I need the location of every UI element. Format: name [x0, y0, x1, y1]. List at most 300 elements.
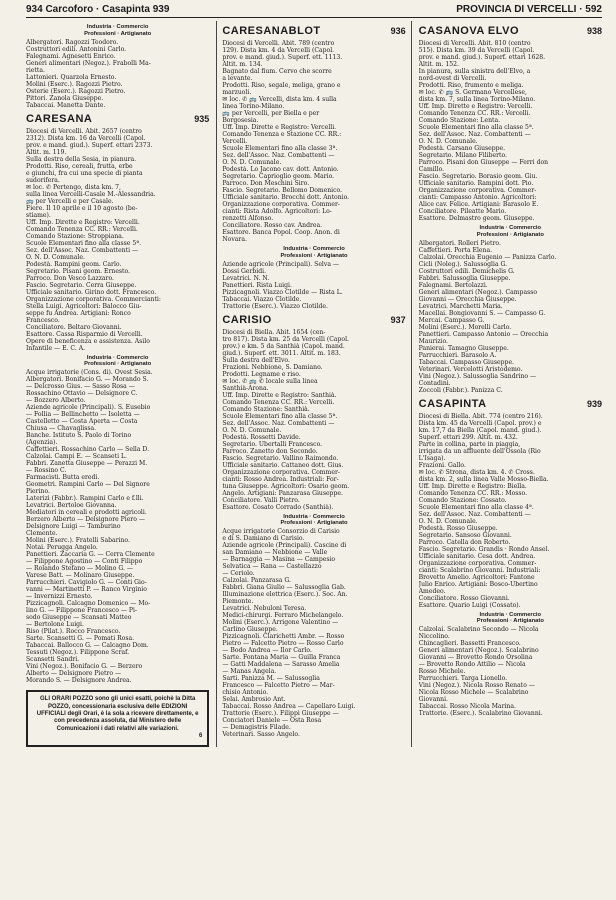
entry-line: Delsignore Luigi — Tamburino — [26, 523, 121, 531]
entry-line: Novara. — [222, 236, 247, 243]
entry-line: Alice cav. Felice. Artigiani: Barasolo E. — [418, 201, 539, 208]
caresana-businesses — [26, 369, 209, 684]
entry-line: O. N. D. Comunale. — [222, 159, 282, 166]
entry-line: Esattore. Banca Popol. Coop. Anon. di — [222, 229, 340, 236]
entry-line: Chiusa — Chavaglissa. — [26, 425, 97, 433]
entry-line: 2312). Dista km. 16 da Vercelli (Capol. — [26, 134, 146, 142]
caresanablot-businesses — [222, 261, 405, 310]
entry-line: Opere di beneficenza e assistenza. Asilo — [26, 337, 150, 345]
entry-line: Parroco. Catella don Roberto. — [418, 538, 511, 546]
entry-line: Sulla destra dell'Elvo. — [222, 356, 290, 364]
caresanablot-intro — [222, 40, 405, 166]
entry-line: Osterie (Eserc.). Ragozzi Pietro. — [26, 87, 126, 95]
entry-line: Prodotti. Riso, cereali, frutta, erbe — [26, 162, 133, 170]
entry-line: Julio Enrico. Artigiani: Bosco-Ubertino — [418, 580, 538, 588]
entry-line: Comando Tenenza CC. RR.: Mosso. — [418, 489, 528, 497]
entry-line: Esattore. Cassa Risparmio di Vercelli. — [26, 330, 143, 338]
entry-line: Acque irrigatorie Consorzio di Carisio — [222, 528, 340, 536]
entry-line: Costruttori edili. Antonini Carlo. — [26, 45, 127, 53]
entry-line: Parroco. Zanetto don Secondo. — [222, 447, 318, 455]
entry-line: Lattonieri. Quarzola Ernesto. — [26, 73, 117, 81]
entry-line: 🚌 per Vercelli e per Casale. — [26, 197, 114, 205]
entry-line: Banche. Istituto S. Paolo di Torino — [26, 432, 132, 440]
entry-line: Levatrici. N. N. — [222, 274, 270, 282]
entry-line: san Damiano — Nebbione — Valle — [222, 549, 328, 557]
entry-line: sudorifera. — [26, 176, 60, 184]
caresana-intro — [26, 128, 209, 261]
entry-line: rietta. — [26, 66, 45, 74]
entry-line: — Rolando Stefano — Molino G. — — [26, 565, 133, 573]
entry-line: Varese Batt. — Molinaro Giuseppe. — [26, 572, 135, 580]
entry-line: Comando Stazione: Santhià. — [222, 405, 310, 413]
carisio-businesses — [222, 528, 405, 738]
entry-line: 129). Dista km. 4 da Vercelli (Capol. — [222, 47, 335, 54]
entry-line: Segretario. Pisani geom. Ernesto. — [26, 267, 130, 275]
entry-line: Panierai. Tamagno Giuseppe. — [418, 344, 509, 352]
entry-line: Uff. Imp. Dirette e Registro: Vercelli. — [418, 103, 533, 110]
entry-line: cianti: Scalabrino Giovanni. Industriali: — [418, 566, 541, 574]
entry-line: Esattore. Delmastro geom. Giuseppe. — [418, 215, 535, 222]
entry-line: L'Isaga). — [418, 454, 446, 462]
carisio-intro — [222, 329, 405, 434]
entry-line: Albergatori. Bonifacio G. — Morando S. — [26, 376, 149, 384]
entry-line: Organizzazione corporativa. Commer- — [418, 559, 537, 567]
entry-line: Molini (Eserc.). Ragozzi Pietro. — [26, 80, 123, 88]
entry-line: Diocesi di Vercelli. Abit. 810 (centro — [418, 40, 531, 47]
entry-line: Veterinari. Vercelotti Aristodemo. — [418, 365, 523, 373]
entry-line: Esattore. Cosato Corrado (Santhià). — [222, 503, 334, 511]
entry-line: Trattorie. (Eserc.). Scalabrino Giovanni. — [418, 710, 543, 718]
entry-line: Scuole Elementari fino alla classe 4ª. — [418, 503, 534, 511]
entry-line: Sez. dell'Assoc. Naz. Combattenti — — [418, 131, 531, 138]
entry-line: Parrucchieri. Targa Lionello. — [418, 675, 508, 683]
entry-line: Segretario. Caprioglio geom. Mario. — [222, 173, 335, 180]
entry-line: Comando Stazione: Cossato. — [418, 496, 507, 504]
entry-line: 515). Dista km. 39 da Vercelli (Capol. — [418, 47, 535, 54]
entry-line: Trattorie (Eserc.). Viazzo Clotilde. — [222, 302, 328, 310]
entry-line: Comando Tenenza e Stazione CC. RR.: — [222, 131, 342, 138]
entry-line: Fabbri. Zanetta Giuseppe — Perazzi M. — [26, 460, 148, 468]
entry-line: Ufficiale sanitario. Girino dott. Francesco. — [26, 288, 157, 296]
entry-line: Tabaccai. Manetta Dante. — [26, 101, 106, 109]
entry-line: Altit. m. 152. — [418, 61, 459, 68]
entry-line: Comando Stazione: Stroppiana. — [26, 232, 124, 240]
entry-line: Camillo. — [418, 166, 445, 173]
entry-line: linea Torino-Milano. — [222, 103, 285, 110]
entry-line: Ufficiale sanitario. Cesa dott. Andrea. — [418, 552, 536, 560]
entry-line: Trattorie (Eserc.). Filippi Giuseppe — — [222, 710, 339, 718]
entry-line: Conciliatore. Valli Pietro. — [222, 496, 300, 504]
entry-line: Illuminazione elettrica (Eserc.). Soc. An. — [222, 591, 348, 599]
entry-line: Clemente. — [26, 530, 58, 538]
entry-line: Prodotti. Legname e riso. — [222, 370, 301, 378]
carisio-officials — [222, 434, 405, 511]
entry-line: Parrucchieri. Cavigiolo G. — Conti Gio- — [26, 579, 147, 587]
entry-line: — Invernizzi Ernesto. — [26, 593, 93, 601]
entry-line: Carlino Giuseppe. — [222, 626, 278, 634]
entry-line: — Bozzero Alberto. — [26, 397, 86, 405]
entry-line: Sarti. Panizza M. — Salussoglia — [222, 675, 320, 683]
entry-line: Caffettieri. Porta Elena. — [418, 246, 493, 254]
entry-line: Uff. Imp. Dirette e Registro: Vercelli. — [222, 124, 337, 131]
entry-line: O. N. D. Comunale. — [26, 253, 85, 261]
entry-line: Tabaccai. Campasso Giuseppe. — [418, 358, 514, 366]
entry-line: Sarte. Fontana Maria — Guilla Franca — [222, 654, 341, 662]
entry-line: Frazioni. Nebbione, S. Damiano. — [222, 363, 323, 371]
entry-line: prov. e mand. giud.). Superf. ett. 1113. — [222, 54, 343, 61]
entry-line: seppe fu Andrea. Artigiani: Ronco — [26, 309, 131, 317]
column-1 — [26, 21, 209, 747]
entry-line: cianti: Rosso Andrea. Industriali: For- — [222, 475, 339, 483]
entry-line: stiame). — [26, 211, 51, 219]
entry-line: Comando Tenenza CC. RR.: Vercelli. — [26, 225, 138, 233]
entry-line: Altit. m. 119. — [26, 148, 67, 156]
entry-line: Aziende agricole (Principali). Selva — — [222, 260, 339, 268]
section-heading: Industria · Commercio Professioni · Artigianato — [476, 611, 544, 625]
entry-line: — Gatti Maddalena — Sarasso Amelia — [222, 661, 340, 669]
entry-line: Giovanni — Orecchia Giuseppe. — [418, 295, 517, 303]
entry-line: Scuole Elementari fino alla classe 5ª. — [26, 239, 142, 247]
entry-line: Zoccoli (Fabbr.). Panizza C. — [418, 386, 503, 394]
entry-line: Vini (Negoz.). Bonifacio G. — Berzero — [26, 663, 143, 671]
entry-line: Bagnato dal fium. Cervo che scorre — [222, 68, 332, 75]
entry-line: Organizzazione corporativa. Commer- — [418, 187, 537, 194]
entry-line: sulla linea Vercelli-Casale M.-Alessandria. — [26, 190, 156, 198]
entry-line: km. 17,7 da Biella (Capol. mand. giud.). — [418, 426, 542, 434]
entry-line: Mercai. Campasso G. — [418, 316, 485, 324]
entry-line: Podestà. Carsano Giuseppe. — [418, 145, 506, 152]
entry-line: Ufficiale sanitario. Rampini dott. Pio. — [418, 180, 534, 187]
entry-line: Segretario. Sansoso Giovanni. — [418, 531, 512, 539]
entry-line: — Manas Angela. — [222, 668, 277, 676]
entry-line: Comando Tenenza CC. RR.: Vercelli. — [222, 398, 335, 406]
entry-line: Parroco. Don Meschini Siro. — [222, 180, 310, 187]
entry-line: Santhià-Arona. — [222, 384, 269, 392]
entry-line: Molini (Eserc.). Arrigone Valentino — — [222, 619, 339, 627]
entry-line: Organizzazione corporativa. Commercianti: — [26, 295, 161, 303]
entry-line: Francesco. — [26, 316, 60, 324]
caresana-officials — [26, 261, 209, 352]
entry-line: dista km. 2, sulla linea Valle Mosso-Biella. — [418, 475, 549, 483]
entry-line: Sarte. Scansetti G. — Pomati Rosa. — [26, 635, 135, 643]
entry-line: Chincaglieri. Bassetti Francesco. — [418, 640, 521, 648]
entry-line: Conciliatore. Rosso cav. Andrea. — [222, 222, 323, 229]
entry-line: irrigata da un affluente dell'Ossola (Rio — [418, 447, 541, 455]
entry-line: — Bertolone Luigi. — [26, 621, 84, 629]
entry-line: Veterinari. Sasso Angelo. — [222, 731, 300, 739]
entry-line: ✉ loc. ✆ 🚌 S. Germano Vercellese, — [418, 89, 527, 96]
entry-line: O. N. D. Comunale. — [222, 426, 282, 434]
entry-line: Comando Tenenza CC. RR.: Vercelli. — [418, 110, 531, 117]
entry-line: Panettieri. Zaccaria G. — Cerra Clemente — [26, 551, 155, 559]
entry-line: In pianura, sulla sinistra dell'Elvo, a — [418, 68, 531, 75]
entry-line: Frazioni. Gallo. — [418, 461, 466, 469]
caresanablot-officials — [222, 166, 405, 243]
entry-line: Fascio. Segretario. Borasio geom. Giu. — [418, 173, 538, 180]
section-heading: Industria · Commercio Professioni · Artigianato — [84, 24, 152, 37]
entry-line: Stella Luigi. Agricoltori: Balocco Giu- — [26, 302, 142, 310]
entry-line: giud.). Superf. ett. 3011. Altit. m. 183. — [222, 349, 341, 357]
entry-line: Fiere. Il 10 aprile e il 10 agosto (be- — [26, 204, 138, 212]
entry-line: Costruttori edili. Demichelis G. — [418, 267, 515, 275]
entry-line: — Demagistris Filade. — [222, 724, 291, 732]
header-right: PROVINCIA DI VERCELLI · 592 — [456, 4, 602, 15]
entry-line: Pizzicagnoli. Clarichetti Ambr. — Rosso — [222, 633, 345, 641]
entry-line: Generi alimentari (Negoz.). Scalabrino — [418, 647, 539, 655]
entry-line: e di S. Damiano di Carisio. — [222, 535, 305, 543]
entry-line: Contadini. — [418, 379, 451, 387]
entry-line: Organizzazione corporativa. Commer- — [222, 201, 340, 208]
entry-line: — Ceriolo. — [222, 570, 255, 578]
entry-line: Fabbri. Giana Giulio — Salussoglia Gab. — [222, 584, 346, 592]
entry-line: Scuole Elementari fino alla classe 5ª. — [222, 412, 338, 420]
entry-line: Sez. dell'Assoc. Naz. Combattenti — — [418, 510, 531, 518]
entry-line: Nicola Rosso Michele — Scalabrino — [418, 689, 529, 697]
page-header — [26, 4, 602, 18]
entry-line: Dista km. 45 da Vercelli (Capol. prov.) e — [418, 419, 542, 427]
entry-line: Medici-chirurgi. Ferraro Michelangelo. — [222, 612, 344, 620]
entry-line: Pierino. — [26, 488, 50, 496]
entry-line: cianti: Rista Adolfo. Agricoltori: Lo- — [222, 208, 332, 215]
header-left: 934 Carcoforo · Casapinta 939 — [26, 4, 170, 15]
entry-line: Pizzicagnoli. Viazzo Clotilde — Rista L. — [222, 288, 343, 296]
entry-line: Farmacisti. Butta eredi. — [26, 474, 100, 482]
entry-line: Maurizio. — [418, 337, 448, 345]
entry-line: Generi alimentari (Negoz.). Campasso — [418, 288, 537, 296]
entry-line: Calzolai. Panzarasa G. — [222, 577, 291, 585]
column-3 — [419, 21, 602, 747]
entry-line: Podestà. Lo Jacono cav. dott. Antonio. — [222, 166, 339, 173]
entry-line: Aziende agricole (Principali). S. Eusebio — [26, 404, 151, 412]
town-heading-casanova-elvo: CASANOVA ELVO 938 — [418, 25, 602, 37]
entry-line: Prodotti. Riso, frumento e meliga. — [418, 82, 524, 89]
entry-line: — Bodo Andrea — Ilor Carlo. — [222, 647, 312, 655]
entry-line: Diocesi di Vercelli. Abit. 2657 (centro — [26, 127, 142, 135]
entry-line: Pittori. Zanola Giuseppe. — [26, 94, 104, 102]
entry-line: Laterizi (Fabbr.). Rampini Carlo e f.lli. — [26, 495, 144, 503]
entry-line: Macellai. Bongiovanni S. — Campasso G. — [418, 309, 546, 317]
entry-line: Fascio. Segretario. Cerra Giuseppe. — [26, 281, 137, 289]
entry-line: — Barnaggia — Masina — Campesio — [222, 556, 336, 564]
town-heading-caresana: CARESANA 935 — [26, 112, 210, 125]
entry-line: Diocesi di Vercelli. Abit. 789 (centro — [222, 40, 335, 47]
entry-line: vanni — Martinetti P. — Ranco Virginio — [26, 586, 147, 594]
entry-line: O. N. D. Comunale. — [418, 138, 478, 145]
entry-line: Tabaccai. Viazzo Clotilde. — [222, 295, 302, 303]
entry-line: Uff. Imp. Dirette e Registro: Vercelli. — [26, 218, 140, 226]
entry-line: — Filippone Agostino — Conti Filippo — [26, 558, 143, 566]
entry-line: prov. e mand. giud.). Superf. ettari 1628. — [418, 54, 546, 61]
entry-line: Dossi Gerbidi. — [222, 267, 267, 275]
entry-line: Castelletto — Costa Aperta — Costa — [26, 418, 138, 426]
entry-line: Diocesi di Biella. Abit. 1654 (cen- — [222, 328, 326, 336]
entry-line: Sulla destra della Sesia, in pianura. — [26, 155, 137, 163]
entry-line: Parte in collina, parte in piaggia, — [418, 440, 521, 448]
entry-line: Selai. Ambrosio Ant. — [222, 696, 286, 704]
entry-line: Albergatori. Rolleri Pietro. — [418, 239, 501, 247]
entry-line: Fascio. Segretario. Bellomo Domenico. — [222, 187, 343, 194]
entry-line: renzetti Alfonso. — [222, 215, 274, 222]
entry-line: Caffettieri. Rossachino Carlo — Sella D. — [26, 446, 150, 454]
entry-line: Piemonte. — [222, 598, 254, 606]
entry-line: Panettieri. Rista Luigi. — [222, 281, 292, 289]
entry-line: Conciliatore. Rosso Giovanni. — [418, 594, 510, 602]
entry-line: Pizzicagnoli. Calcagno Domenico — Mo- — [26, 600, 151, 608]
entry-line: Ufficiale sanitario. Brocchi dott. Antonio. — [222, 194, 350, 201]
entry-line: Sez. dell'Assoc. Naz. Combattenti — — [222, 419, 335, 427]
entry-line: Fascio. Segretario. Grandis · Rondo Ansel. — [418, 545, 550, 553]
town-heading-caresanablot: CARESANABLOT 936 — [222, 25, 406, 37]
entry-line: Segretario. Milano Filiberto. — [418, 152, 507, 159]
entry-line: — Follia — Bellinchetto — Isoletta — — [26, 411, 140, 419]
entry-line: Notai. Perugga Angelo. — [26, 544, 98, 552]
entry-line: Molini (Eserc.). Fratelli Sabarino. — [26, 537, 130, 545]
entry-line: Calzolai. Campi E. — Scanseti L. — [26, 453, 127, 461]
columns — [26, 21, 602, 747]
entry-line: Cicli (Noleg.). Salussoglia G. — [418, 260, 508, 268]
entry-line: Mediatori in cereali e prodotti agricoli. — [26, 509, 147, 517]
entry-line: Selvatica — Rana — Castellazzo — [222, 563, 322, 571]
entry-line: Levatrici. Bertoloe Giovanna. — [26, 502, 117, 510]
entry-line: Vini (Negoz.). Salussoglia Sandrino — — [418, 372, 537, 380]
entry-line: Prodotti. Riso, segale, meliga, grano e — [222, 82, 341, 89]
entry-line: Geometri. Rampini Carlo — Del Signore — [26, 481, 150, 489]
entry-line: Generi alimentari (Negoz.). Frabolli Ma- — [26, 59, 151, 67]
entry-line: Falegnami. Agnesetti Enrico. — [26, 52, 116, 60]
entry-line: Levatrici. Marchetti Maria. — [418, 302, 503, 310]
entry-line: Podestà. Rosso Giuseppe. — [418, 524, 498, 532]
entry-line: Esattore. Quario Luigi (Cossato). — [418, 601, 521, 609]
entry-line: Fabbri. Salussoglia Giuseppe. — [418, 274, 511, 282]
entry-line: Levatrici. Nebuloni Teresa. — [222, 605, 307, 613]
entry-line: dista km. 7, sulla linea Torino-Milano. — [418, 96, 536, 103]
entry-line: Angelo. Artigiani: Panzarasa Giuseppe. — [222, 489, 343, 497]
entry-line: sodo Giuseppe — Scansati Matteo — [26, 614, 132, 622]
entry-line: — Delcrosso Gius. — Sasso Rosa — — [26, 383, 135, 391]
entry-line: Calzolai. Scalabrino Secondo — Nicola — [418, 626, 539, 634]
entry-line: Organizzazione corporativa. Commer- — [222, 468, 340, 476]
entry-line: prov. e mand. giud.). Superf. ettari 2373. — [26, 141, 153, 149]
entry-line: e giunchi, fra cui una specie di pianta — [26, 169, 143, 177]
entry-line: tro 817). Dista km. 25 da Vercelli (Capol. — [222, 335, 349, 343]
entry-line: Acque irrigatorie (Cons. di). Ovest Sesia. — [26, 369, 153, 377]
entry-line: ✉ loc. ✆ Pertengo, dista km. 7, — [26, 183, 121, 191]
entry-line: Conciliatore. Pileatte Mario. — [418, 208, 507, 215]
section-heading: Industria · Commercio Professioni · Artigianato — [280, 246, 348, 259]
entry-line: Aziende agricole (Principali). Cascine di — [222, 542, 347, 550]
casanova-elvo-businesses — [419, 240, 602, 394]
entry-line: a levante. — [222, 75, 253, 82]
entry-line: tuna Giuseppe. Agricoltori: Osario geom. — [222, 482, 350, 490]
entry-line: Vercelli. — [222, 138, 248, 145]
entry-line: cianti: Campasso Antonio. Agricoltori: — [418, 194, 537, 201]
section-heading: Industria · Commercio Professioni · Artigianato — [280, 513, 348, 527]
entry-line: Conciatori Daniele — Osta Rosa — [222, 717, 322, 725]
entry-line: 🚌 per Vercelli, per Biella e per — [222, 110, 320, 117]
entry-line: Rossachino Ottavio — Delsignore C. — [26, 390, 138, 398]
entry-line: (Agenzia). — [26, 439, 58, 447]
entry-line: Tabaccai. Rosso Andrea — Capellaro Luigi. — [222, 703, 356, 711]
entry-line: Berzero Alberto — Delsignore Piero — — [26, 516, 145, 524]
entry-line: lino G. — Filippone Francesco — Pi- — [26, 607, 137, 615]
entry-line: Falegnami. Bertolazzi. — [418, 281, 488, 289]
casapinta-businesses — [419, 626, 602, 717]
entry-line: nord-ovest di Vercelli. — [418, 75, 487, 82]
entry-line: Borgosesia. — [222, 117, 259, 124]
casanova-elvo-officials — [419, 145, 602, 222]
entry-line: Scuole Elementari fino alla classe 3ª. — [222, 145, 338, 152]
entry-line: Infantile — E. C. A. — [26, 344, 86, 352]
entry-line: Uff. Imp. Dirette e Registro: Biella. — [418, 482, 527, 490]
entry-line: Vini (Negoz.). Nicola Rosso Renato — — [418, 682, 535, 690]
entry-line: Tabaccai. Rosso Nicola Marina. — [418, 703, 516, 711]
entry-line: — Brovetto Rondo Attilio — Nicola — [418, 661, 526, 669]
section-heading: Industria · Commercio Professioni · Artigianato — [476, 225, 544, 238]
entry-line: Parroco. Don Vesco Lazzaro. — [26, 274, 114, 282]
column-2 — [216, 21, 411, 747]
casanova-elvo-intro — [419, 40, 602, 145]
entry-line: Sez. dell'Assoc. Naz. Combattenti — — [26, 246, 139, 254]
entry-line: Podestà. Rossetti Davide. — [222, 433, 301, 441]
entry-line: Conciliatore. Beltaro Giovanni. — [26, 323, 122, 331]
entry-line: Tessuti (Negoz.). Filippone Scraf. — [26, 649, 130, 657]
entry-line: Francesco — Falcetto Pietro — Mar- — [222, 682, 335, 690]
entry-line: Giovanni. — [418, 696, 448, 704]
entry-line: Parroco. Pisani don Giuseppe — Ferri don — [418, 159, 549, 166]
entry-line: Rosso Michele. — [418, 668, 466, 676]
entry-line: ✉ loc. ✆ 🚌 ✆ locale sulla linea — [222, 377, 318, 385]
entry-line: Parrucchieri. Barasolo A. — [418, 351, 497, 359]
casapinta-intro — [419, 413, 602, 525]
entry-line: Morando S. — Delsignore Andrea. — [26, 677, 132, 685]
orari-pozzo-notice: GLI ORARI POZZO sono gli unici esatti, poichè la Ditta POZZO, concessionaria esclusiva delle EDIZIONI UFFICIALI degli Orari, è la sola a ricevere direttamente, e con precedenza assoluta, dal Ministero delle Comunicazioni i dati relativi alle variazioni. 6 — [26, 690, 209, 746]
entry-line: O. N. D. Comunale. — [418, 517, 478, 525]
entry-line: ✉ loc. ✆ 🚌 Vercelli, dista km. 4 sulla — [222, 96, 337, 103]
entry-line: Scuole Elementari fino alla classe 5ª. — [418, 124, 534, 131]
entry-line: Podestà. Rampini geom. Carlo. — [26, 260, 122, 268]
entry-line: marzuoli. — [222, 89, 252, 96]
entry-line: Panettieri. Campasso Antonio — Orecchia — [418, 330, 549, 338]
entry-line: Segretario. Ubertalli Francesco. — [222, 440, 323, 448]
entry-line: Giovanni — Brovetto Rondo Orsolina — [418, 654, 533, 662]
entry-line: Brovetto Amelio. Agricoltori: Fantone — [418, 573, 535, 581]
town-heading-casapinta: CASAPINTA 939 — [418, 397, 602, 410]
casapinta-officials — [419, 525, 602, 609]
section-heading: Industria · Commercio Professioni · Artigianato — [84, 354, 152, 368]
entry-line: Superf. ettari 299. Altit. m. 432. — [418, 433, 518, 441]
entry-line: Ufficiale sanitario. Cattaneo dott. Gius. — [222, 461, 344, 469]
entry-line: Molini (Eserc.). Morelli Carlo. — [418, 323, 512, 331]
entry-line: ✉ loc. ✆ Strona, dista km. 4. ✆ Cross. — [418, 468, 535, 476]
entry-line: Albergatori. Ragozzi Teodoro. — [26, 38, 119, 46]
entry-line: Scansetti Sandri. — [26, 656, 80, 664]
entry-line: Alberto — Delsignore Pietro — — [26, 670, 122, 678]
entry-line: Comando Stazione: Lenta. — [418, 117, 501, 124]
entry-line: Niccolino. — [418, 633, 450, 641]
entry-line: — Rossino C. — [26, 467, 67, 475]
entry-line: Pietro — Falcetto Pietro — Rosso Carlo — [222, 640, 344, 648]
entry-line: prov.) e km. 5 da Santhià (Capol. mand. — [222, 342, 345, 350]
carcoforo-businesses — [26, 39, 209, 109]
entry-line: Diocesi di Biella. Abit. 774 (centro 216). — [418, 412, 543, 420]
entry-line: Fascio. Segretario. Vallino Raimondo. — [222, 454, 339, 462]
entry-line: Riso (Pilat.). Rocco Francesco. — [26, 628, 121, 636]
entry-line: Altit. m. 134. — [222, 61, 263, 68]
entry-line: Tabaccai. Ballocco G. — Calcagno Dom. — [26, 642, 149, 650]
entry-line: Amedeo. — [418, 587, 446, 595]
notice-number: 6 — [198, 733, 203, 740]
town-heading-carisio: CARISIO 937 — [222, 313, 406, 326]
